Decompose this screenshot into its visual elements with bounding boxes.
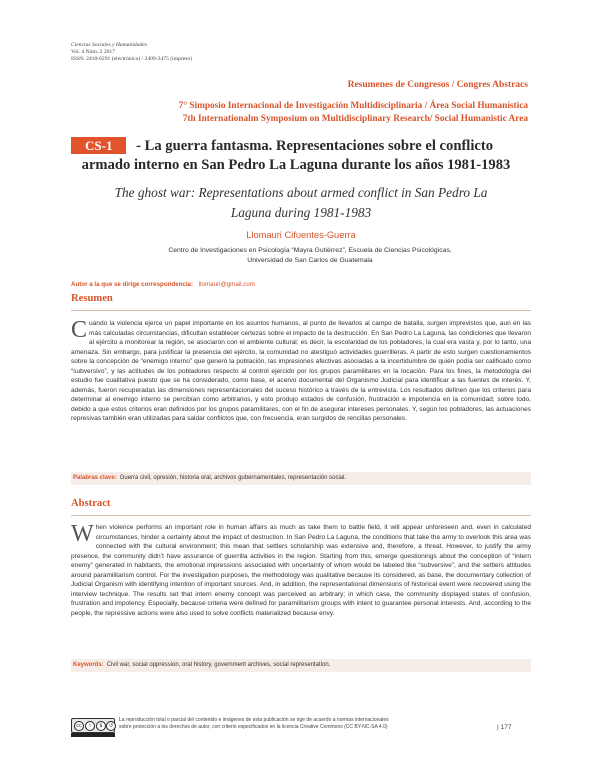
cc-label-bar bbox=[71, 733, 115, 737]
license-line-2: sobre protección a los derechos de autor, con criterio especificados en la licencia Creative Commons (CC BY-NC-SA 4.0) bbox=[119, 724, 388, 730]
journal-name: Ciencias Sociales y Humanidades bbox=[71, 42, 147, 48]
sa-icon: ↺ bbox=[106, 721, 116, 731]
correspondence-email[interactable]: llomauri@gmail.com bbox=[198, 281, 255, 288]
journal-issn: ISSN: 2410-6291 (electrónico) / 2409-3475 (impreso) bbox=[71, 56, 193, 63]
nc-icon: $ bbox=[96, 721, 106, 731]
article-title bbox=[71, 137, 531, 175]
section-title: Resumenes de Congresos / Congres Abstracs bbox=[347, 80, 528, 90]
english-title-line-1: The ghost war: Representations about armed conflict in San Pedro La bbox=[114, 185, 488, 200]
palabras-clave-label: Palabras clave: bbox=[73, 475, 117, 481]
affiliation bbox=[150, 246, 470, 266]
abstract-body bbox=[71, 523, 531, 618]
abstract-heading: Abstract bbox=[71, 498, 111, 509]
title-line-1: - La guerra fantasma. Representaciones sobre el conflicto bbox=[132, 138, 494, 154]
symposium-title bbox=[58, 100, 528, 126]
resumen-dropcap: C bbox=[71, 317, 88, 343]
english-title bbox=[71, 183, 531, 223]
by-icon: i bbox=[85, 721, 95, 731]
license-line-1: La reproducción total o parcial del contenido e imágenes de esta publicación se rige de acuerdo a normas internacionales bbox=[119, 717, 389, 723]
journal-header bbox=[71, 42, 192, 64]
symposium-en: 7th Internationalm Symposium on Multidisciplinary Research/ Social Humanistic Area bbox=[182, 114, 528, 124]
abstract-text: hen violence performs an important role in human affairs as much as take them to battle field, it will appear unforeseen and, even in calculated circumstances, hinder a certainty about the impact of destruction. In San Pedro La Laguna, the conditions that take the army to overlook this area was connected with the cultural environment; this mean that settlers scholarship was extensive and, therefore, a threat. However, to justify the army presence, the community didn’t have assurance of guerrilla activities in the region. Starting from this, emerge questionings about the conception of “intern enemy” generated in habitants, the emotional impressions associated with uncertainty of whom would be labeled like “subversive”, and the settlers attitudes around paramilitarism control. For the investigation purposes, the methodology was qualitative because its considered, as base, the documentary collection of Judicial Organism with identifying intention of important sources. And, in addition, the representational dimensions of historical event were recovered using the interview technique. The results set that intern enemy concept was perceived as arbitrary; in which case, the community displayed states of confusion, frustration and impotency. Especially, because criteria were defined for paramilitarism groups with intent to guarantee personal interests. And, according to the people, the repressive actions were also used to solve conflicts materialized because envy. bbox=[71, 524, 531, 617]
resumen-body bbox=[71, 319, 531, 424]
resumen-text: uando la violencia ejerce un papel importante en los asuntos humanos, al punto de llevarlos al campo de batalla, surgen imprevistos que, aun en las más calculadas circunstancias, dificultan establecer certezas sobre el impacto de la destrucción. En San Pedro La Laguna, las condiciones que llevaron al ejército a monitorear la región, se asociaron con el ambiente cultural; es decir, la escolaridad de los pobladores, la cual era vasta y, por lo tanto, una amenaza. Sin embargo, para justificar la presencia del ejército, la comunidad no atestiguó actividades guerrilleras. A partir de esto surgen cuestionamientos sobre la concepción de “enemigo interno” que generó la población, las impresiones afectivas asociadas a la incertidumbre de quién podía ser calificado como “subversivo”, y las actitudes de los pobladores respecto al control ejercido por los grupos paramilitares en la locación. Para los fines, la metodología del estudio fue cualitativa puesto que se ha considerado, como base, el acervo documental del Organismo Judicial para identificar a las fuentes de interés. Y, además, fueron recuperadas las dimensiones representacionales del suceso histórico a través de la entrevista. Los resultados definen que los criterios para determinar al enemigo interno se percibían como arbitrarios, y esto produjo estados de confusión, frustración e impotencia en la comunidad; sobre todo, debido a que estos criterios eran definidos por los grupos paramilitares, con el fin de asegurar intereses personales. Y, según los pobladores, las actuaciones represivas también eran utilizadas para saldar conflictos que, con frecuencia, eran surgidos de rencillas personales. bbox=[71, 320, 531, 422]
abstract-dropcap: W bbox=[71, 521, 94, 547]
page-footer bbox=[71, 717, 541, 741]
title-line-2: armado interno en San Pedro La Laguna durante los años 1981-1983 bbox=[81, 157, 511, 173]
keywords-text: Civil war, social oppression, oral history, government archives, social representation. bbox=[106, 662, 331, 668]
keywords-label: Keywords: bbox=[73, 662, 104, 668]
resumen-keywords bbox=[71, 472, 531, 485]
palabras-clave-text: Guerra civil, opresión, historia oral, archivos gubernamentales, representación social. bbox=[119, 475, 347, 481]
correspondence bbox=[71, 281, 255, 288]
english-title-line-2: Laguna during 1981-1983 bbox=[230, 205, 372, 220]
symposium-es: 7° Simposio Internacional de Investigación Multidisciplinaria / Área Social Humanística bbox=[178, 101, 528, 111]
license-text bbox=[119, 717, 499, 731]
resumen-divider bbox=[71, 310, 531, 311]
affiliation-line-2: Universidad de San Carlos de Guatemala bbox=[247, 257, 373, 264]
cc-icon: cc bbox=[74, 721, 84, 731]
article-code-badge: CS-1 bbox=[71, 137, 126, 154]
page-number: | 177 bbox=[497, 724, 512, 731]
abstract-divider bbox=[71, 515, 531, 516]
correspondence-label: Autor a la que se dirige correspondencia: bbox=[71, 281, 194, 288]
abstract-keywords bbox=[71, 659, 531, 672]
creative-commons-badge[interactable] bbox=[71, 718, 115, 733]
journal-volume: Vol. 4 Núm. 2 2017 bbox=[71, 49, 116, 56]
author-name: Llomauri Cifuentes-Guerra bbox=[246, 230, 356, 240]
affiliation-line-1: Centro de Investigaciones en Psicología “Mayra Gutiérrez”, Escuela de Ciencias Psicológicas, bbox=[168, 247, 452, 254]
resumen-heading: Resumen bbox=[71, 293, 113, 304]
